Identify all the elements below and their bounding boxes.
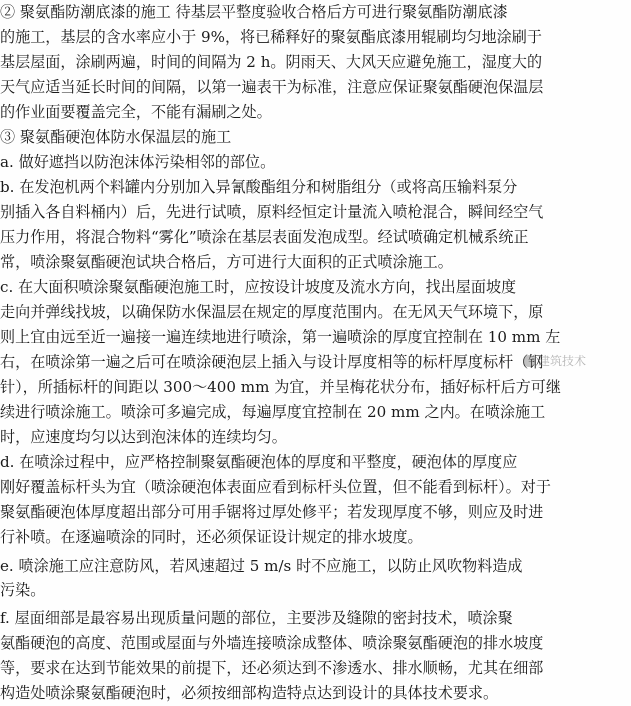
text-line: 行补喷。在逐遍喷涂的同时，还必须保证设计规定的排水坡度。: [0, 528, 423, 546]
text-line: 氨酯硬泡的高度、范围或屋面与外墙连接喷涂成整体、喷涂聚氨酯硬泡的排水坡度: [0, 634, 544, 652]
text-line: 别插入各自料桶内）后，先进行试喷，原料经恒定计量流入喷枪混合，瞬间经空气: [0, 203, 544, 221]
section-heading: ③ 聚氨酯硬泡体防水保温层的施工: [0, 128, 232, 146]
text-line: e. 喷涂施工应注意防风，若风速超过 5 m/s 时不应施工，以防止风吹物料造成: [0, 557, 523, 575]
text-line: f. 屋面细部是最容易出现质量问题的部位，主要涉及缝隙的密封技术，喷涂聚: [0, 609, 513, 627]
text-line: ② 聚氨酯防潮底漆的施工 待基层平整度验收合格后方可进行聚氨酯防潮底漆: [0, 3, 508, 21]
text-line: 刚好覆盖标杆头为宜（喷涂硬泡体表面应看到标杆头位置，但不能看到标杆）。对于: [0, 478, 551, 496]
text-line: 压力作用，将混合物料“雾化”喷涂在基层表面发泡成型。经试喷确定机械系统正: [0, 228, 529, 246]
text-line: 右，在喷涂第一遍之后可在喷涂硬泡层上插入与设计厚度相等的标杆厚度标杆（钢: [0, 353, 544, 371]
text-line: 则上宜由远至近一遍接一遍连续地进行喷涂，第一遍喷涂的厚度宜控制在 10 mm 左: [0, 328, 561, 346]
text-line: 天气应适当延长时间的间隔，以第一遍表干为标准，注意应保证聚氨酯硬泡保温层: [0, 78, 544, 96]
text-line: d. 在喷涂过程中，应严格控制聚氨酯硬泡体的厚度和平整度，硬泡体的厚度应: [0, 453, 518, 471]
text-line: 污染。: [0, 581, 46, 599]
text-line: a. 做好遮挡以防泡沫体污染相邻的部位。: [0, 153, 276, 171]
watermark-text: 建筑技术: [538, 354, 587, 368]
wechat-icon: [523, 355, 535, 367]
text-line: 针），所插标杆的间距以 300～400 mm 为宜，并呈梅花状分布，插好标杆后方可继: [0, 378, 561, 396]
text-line: 的施工，基层的含水率应小于 9%，将已稀释好的聚氨酯底漆用辊刷均匀地涂刷于: [0, 28, 542, 46]
text-line: 等，要求在达到节能效果的前提下，还必须达到不渗透水、排水顺畅，尤其在细部: [0, 659, 544, 677]
text-line: 时，应速度均匀以达到泡沫体的连续均匀。: [0, 428, 287, 446]
text-line: 续进行喷涂施工。喷涂可多遍完成，每遍厚度宜控制在 20 mm 之内。在喷涂施工: [0, 403, 546, 421]
text-line: 构造处喷涂聚氨酯硬泡时，必须按细部构造特点达到设计的具体技术要求。: [0, 684, 499, 702]
text-line: 聚氨酯硬泡体厚度超出部分可用手锯将过厚处修平；若发现厚度不够，则应及时进: [0, 503, 544, 521]
text-line: 常，喷涂聚氨酯硬泡试块合格后，方可进行大面积的正式喷涂施工。: [0, 253, 453, 271]
text-line: 的作业面要覆盖完全，不能有漏刷之处。: [0, 103, 272, 121]
watermark: [523, 352, 586, 369]
text-line: b. 在发泡机两个料罐内分别加入异氰酸酯组分和树脂组分（或将高压输料泵分: [0, 178, 518, 196]
text-line: 基层屋面，涂刷两遍，时间的间隔为 2 h。阴雨天、大风天应避免施工，湿度大的: [0, 53, 543, 71]
text-line: c. 在大面积喷涂聚氨酯硬泡施工时，应按设计坡度及流水方向，找出屋面坡度: [0, 278, 517, 296]
text-line: 走向并弹线找坡，以确保防水保温层在规定的厚度范围内。在无风天气环境下，原: [0, 303, 544, 321]
